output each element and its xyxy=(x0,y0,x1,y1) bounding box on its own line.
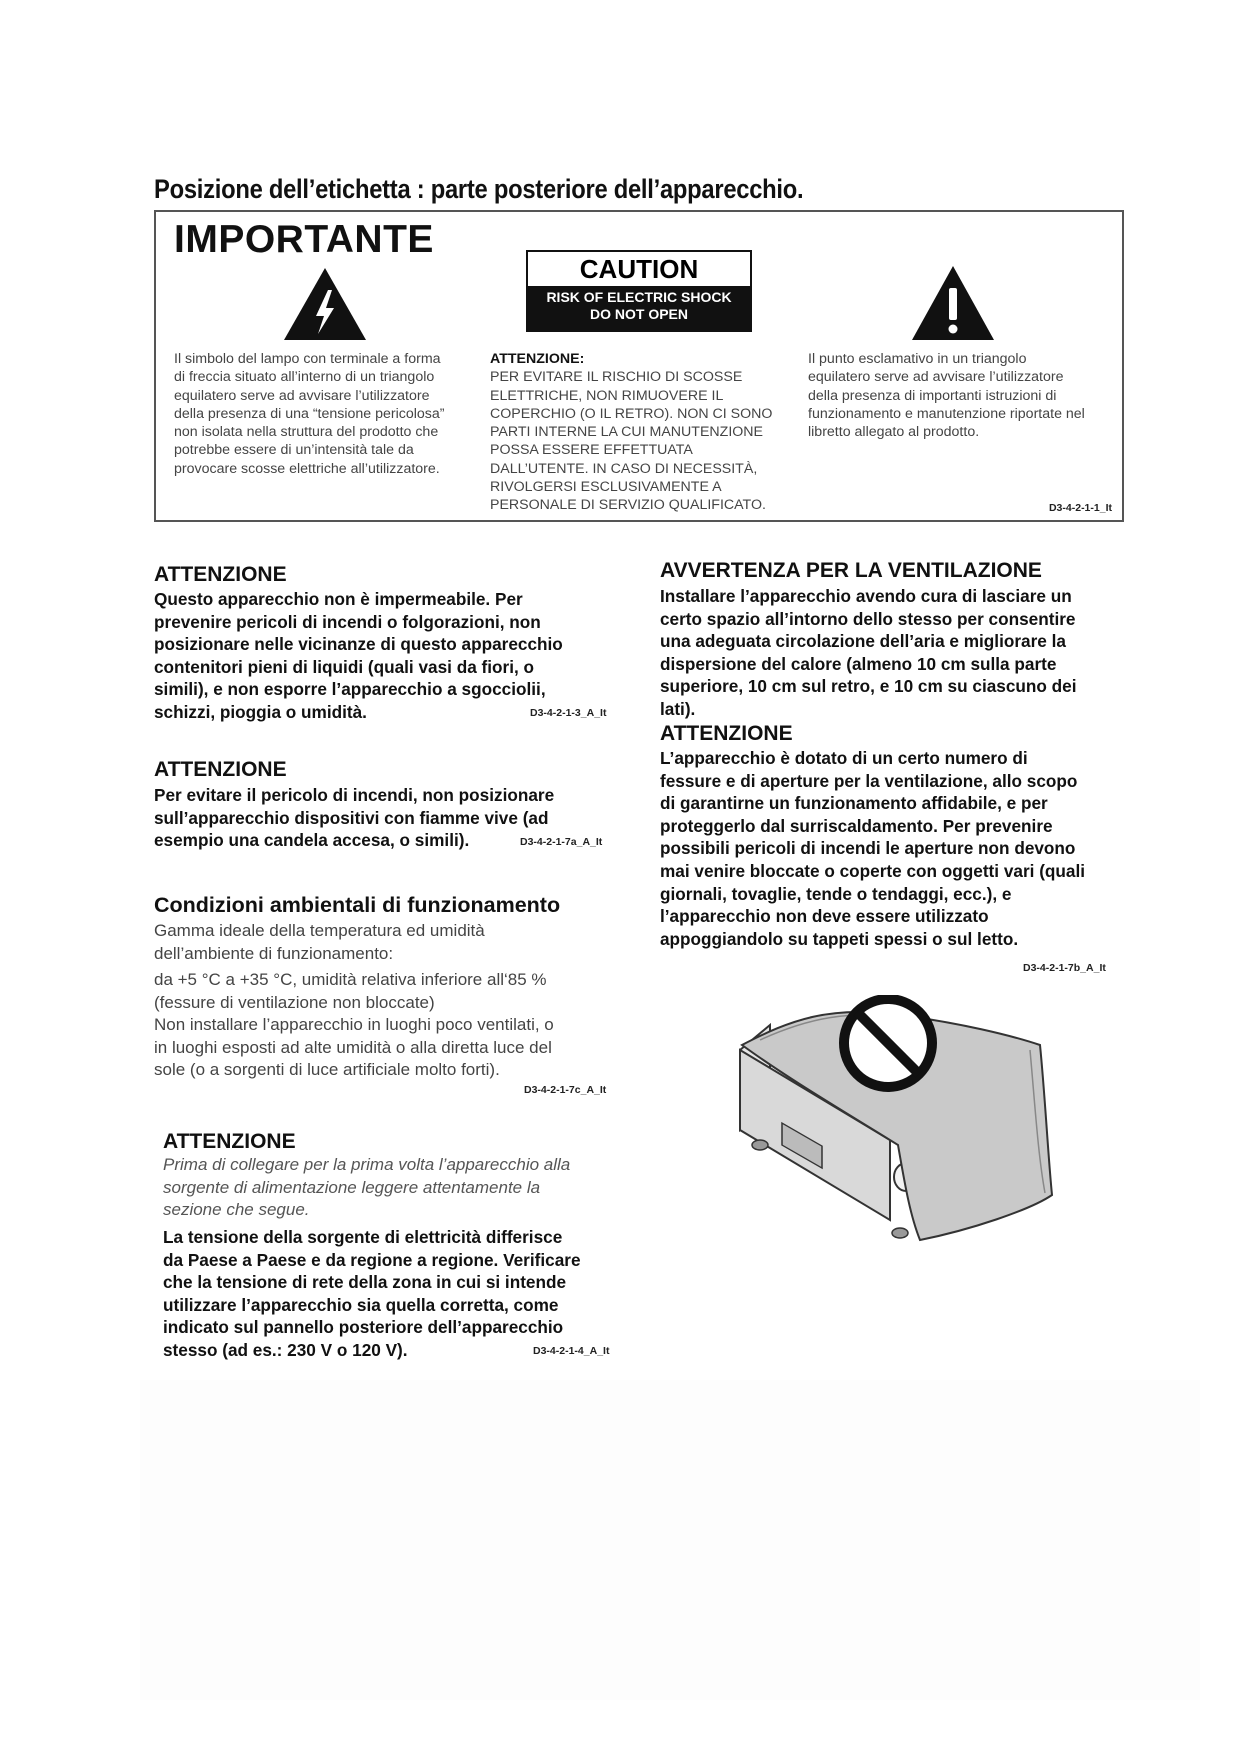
section-body: Questo apparecchio non è impermeabile. Per prevenire pericoli di incendi o folgorazioni, non posizionare nelle vicinanze di questo apparecchio contenitori pieni di liquidi (quali vasi da fiori, o simili), e non esporre l’apparecchio a sgocciolii, schizzi, pioggia o umidità. xyxy=(154,589,563,722)
section-title: AVVERTENZA PER LA VENTILAZIONE xyxy=(660,559,1042,582)
section-code: D3-4-2-1-7a_A_It xyxy=(520,836,603,848)
section-body: Per evitare il pericolo di incendi, non posizionare sull’apparecchio dispositivi con fiamme vive (ad esempio una candela accesa, o simili). xyxy=(154,785,555,851)
exclamation-triangle-icon xyxy=(910,264,996,342)
caution-explanation: ATTENZIONE: PER EVITARE IL RISCHIO DI SCOSSE ELETTRICHE, NON RIMUOVERE IL COPERCHIO (O IL RETRO). NON CI SONO PARTI INTERNE LA CUI MANUTENZIONE POSSA ESSERE EFFETTUATA DALL’UTENTE. IN CASO DI NECESSITÀ, RIVOLGERSI ESCLUSIVAMENTE A PERSONALE DI SERVIZIO QUALIFICATO. xyxy=(490,351,773,514)
section-code: D3-4-2-1-7c_A_It xyxy=(524,1084,607,1096)
section-body: Installare l’apparecchio avendo cura di lasciare un certo spazio all’intorno dello stesso per consentire una adeguata circolazione dell’aria e migliorare la dispersione del calore (almeno 10 cm sulla parte superiore, 10 cm sul retro, e 10 cm su ciascuno dei lati). xyxy=(660,586,1077,719)
section-title: Condizioni ambientali di funzionamento xyxy=(154,893,561,917)
section-code: D3-4-2-1-4_A_It xyxy=(533,1345,610,1357)
label-title: IMPORTANTE xyxy=(174,218,434,261)
section-title: ATTENZIONE xyxy=(660,722,793,745)
covered-device-illustration xyxy=(730,995,1060,1245)
caution-line-2: DO NOT OPEN xyxy=(589,306,688,322)
section-title: ATTENZIONE xyxy=(154,758,287,781)
lightning-triangle-icon xyxy=(282,266,368,342)
section-code: D3-4-2-1-7b_A_It xyxy=(1023,962,1106,974)
caution-title: CAUTION xyxy=(528,252,750,286)
page-title: Posizione dell’etichetta : parte posteriore dell’apparecchio. xyxy=(154,174,804,204)
page-background-area xyxy=(140,1380,1200,1700)
caution-box xyxy=(526,250,752,332)
section-title: ATTENZIONE xyxy=(163,1130,296,1153)
section-body: Gamma ideale della temperatura ed umidità dell’ambiente di funzionamento: da +5 °C a +35 °C, umidità relativa inferiore all‘85 % (fessure di ventilazione non bloccate) Non installare l’apparecchio in luoghi poco ventilati, o in luoghi esposti ad alte umidità o alla diretta luce del sole (o a sorgenti di luce artificiale molto forti). xyxy=(154,921,554,1079)
section-body: L’apparecchio è dotato di un certo numero di fessure e di aperture per la ventilazione, allo scopo di garantirne un funzionamento affidabile, e per proteggerlo dal surriscaldamento. Per prevenire possibili pericoli di incendi le aperture non devono mai venire bloccate o coperte con oggetti vari (quali giornali, tovaglie, tende o tendaggi, ecc.), e l’apparecchio non deve essere utilizzato appoggiandolo su tappeti spessi o sul letto. xyxy=(660,748,1086,949)
section-title: ATTENZIONE xyxy=(154,563,287,586)
caution-line-1: RISK OF ELECTRIC SHOCK xyxy=(546,289,732,305)
exclamation-explanation: Il punto esclamativo in un triangolo equilatero serve ad avvisare l’utilizzatore della presenza di importanti istruzioni di funzionamento e manutenzione riportate nel libretto allegato al prodotto. xyxy=(808,351,1085,441)
label-code: D3-4-2-1-1_It xyxy=(1048,502,1112,514)
lightning-explanation: Il simbolo del lampo con terminale a forma di freccia situato all’interno di un triangolo equilatero serve ad avvisare l’utilizzatore della presenza di una “tensione pericolosa” non isolata nella struttura del prodotto che potrebbe essere di un’intensità tale da provocare scosse elettriche all’utilizzatore. xyxy=(174,351,445,477)
warning-label-box xyxy=(154,210,1124,522)
section-body: La tensione della sorgente di elettricità differisce da Paese a Paese e da regione a regione. Verificare che la tensione di rete della zona in cui si intende utilizzare l’apparecchio sia quella corretta, come indicato sul pannello posteriore dell’apparecchio stesso (ad es.: 230 V o 120 V). xyxy=(163,1227,581,1360)
section-code: D3-4-2-1-3_A_It xyxy=(530,707,607,719)
section-intro: Prima di collegare per la prima volta l’apparecchio alla sorgente di alimentazione leggere attentamente la sezione che segue. xyxy=(163,1155,571,1219)
